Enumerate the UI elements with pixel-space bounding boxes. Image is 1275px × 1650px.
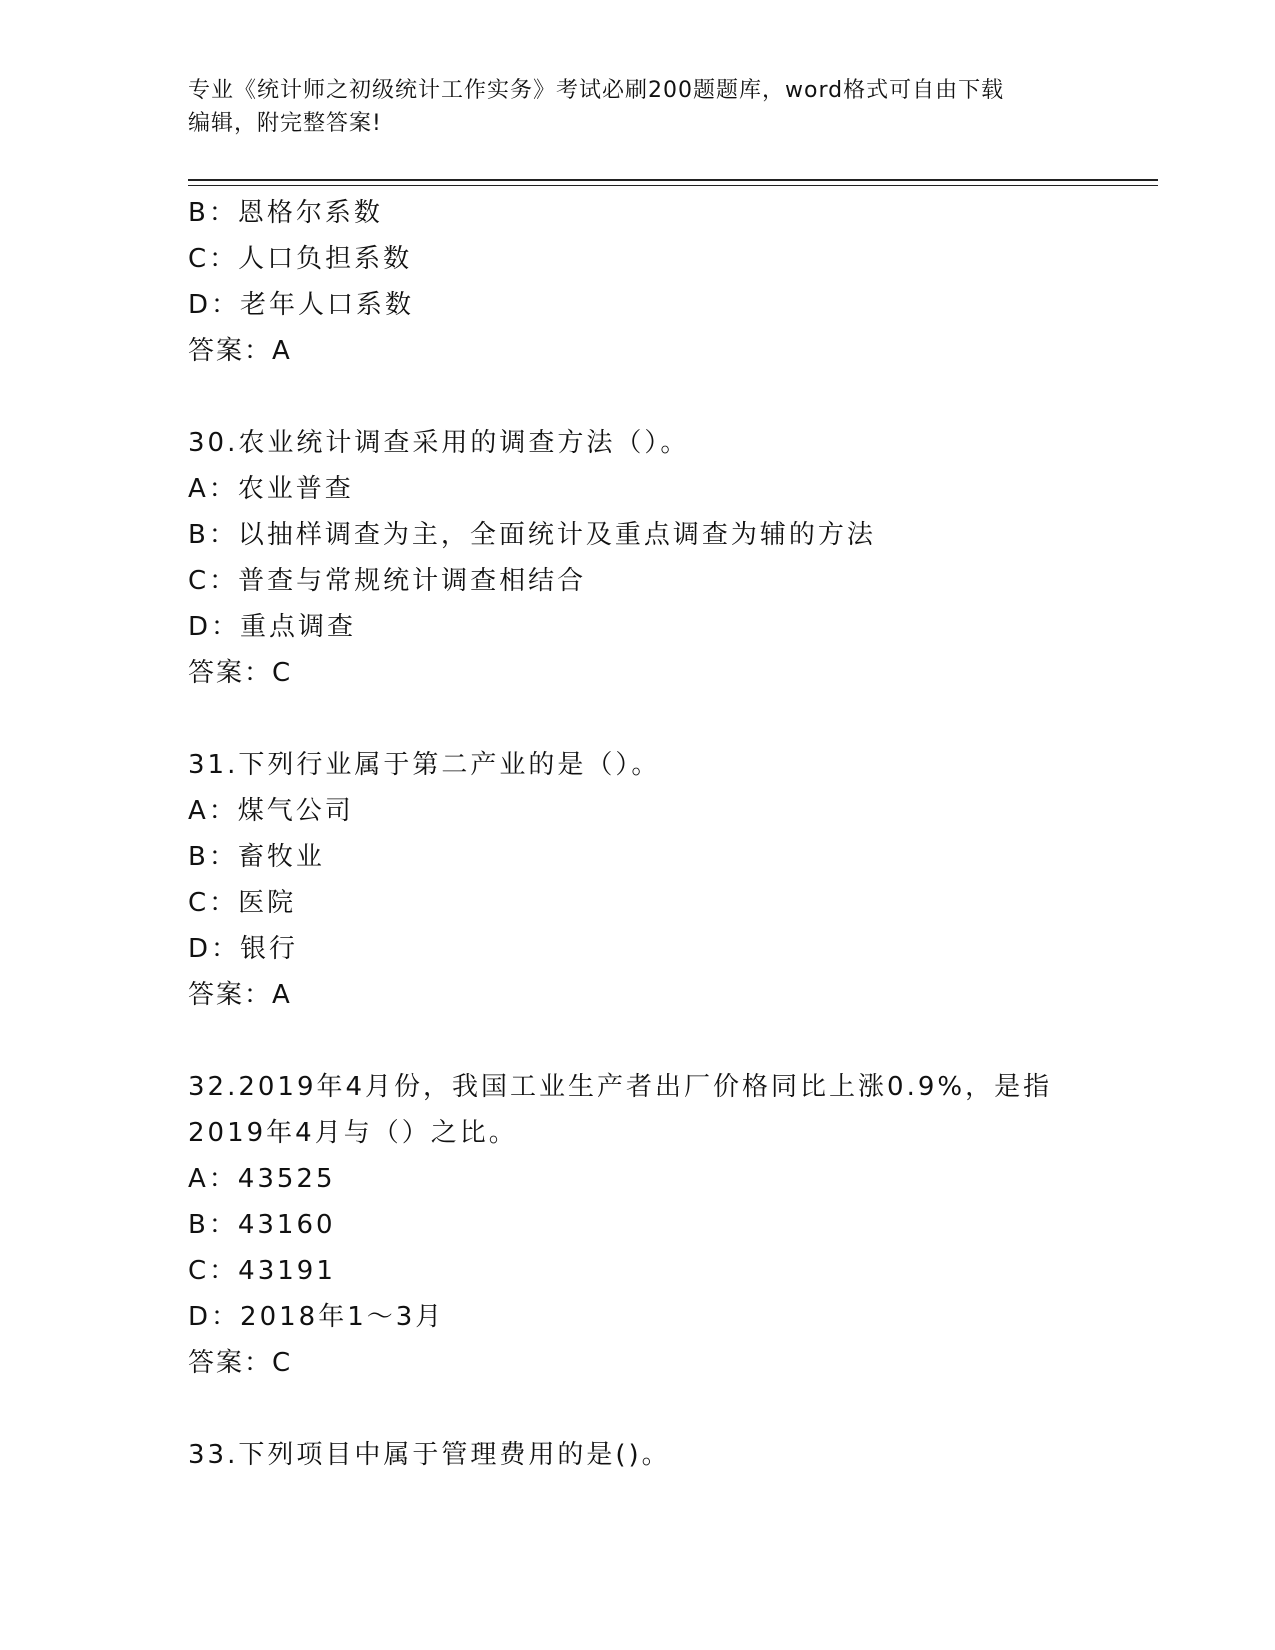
- question-33: [188, 1432, 1148, 1478]
- question-list: [188, 190, 1148, 1478]
- question-stem: 33.下列项目中属于管理费用的是()。: [188, 1440, 671, 1470]
- header-title-line-1: 专业《统计师之初级统计工作实务》考试必刷200题题库，word格式可自由下载: [188, 78, 1005, 103]
- option-b: B：以抽样调查为主，全面统计及重点调查为辅的方法: [188, 520, 876, 550]
- option-a: A：农业普查: [188, 474, 354, 504]
- answer-text: 答案：A: [188, 336, 292, 366]
- answer-text: 答案：C: [188, 1348, 293, 1378]
- question-stem: 31.下列行业属于第二产业的是（）。: [188, 750, 661, 780]
- option-b: B：畜牧业: [188, 842, 325, 872]
- option-d: D：老年人口系数: [188, 290, 415, 320]
- option-d: D：银行: [188, 934, 299, 964]
- option-d: D：2018年1～3月: [188, 1302, 445, 1332]
- question-30: [188, 420, 1148, 696]
- question-32: [188, 1064, 1148, 1386]
- answer-text: 答案：C: [188, 658, 293, 688]
- question-29: [188, 190, 1148, 374]
- question-31: [188, 742, 1148, 1018]
- option-c: C：人口负担系数: [188, 244, 413, 274]
- option-c: C：43191: [188, 1256, 336, 1286]
- spacer: [188, 1386, 1148, 1432]
- option-a: A：煤气公司: [188, 796, 354, 826]
- option-a: A：43525: [188, 1164, 336, 1194]
- question-stem-line-1: 32.2019年4月份，我国工业生产者出厂价格同比上涨0.9%，是指: [188, 1072, 1053, 1102]
- header-title-line-2: 编辑，附完整答案!: [188, 111, 382, 136]
- header-divider-thick: [188, 179, 1158, 181]
- header-divider-thin: [188, 185, 1158, 186]
- spacer: [188, 374, 1148, 420]
- question-stem: 30.农业统计调查采用的调查方法（）。: [188, 428, 690, 458]
- question-stem-line-2: 2019年4月与（）之比。: [188, 1118, 518, 1148]
- option-b: B：恩格尔系数: [188, 198, 383, 228]
- answer-text: 答案：A: [188, 980, 292, 1010]
- spacer: [188, 696, 1148, 742]
- document-header: [188, 74, 1088, 140]
- option-c: C：普查与常规统计调查相结合: [188, 566, 587, 596]
- spacer: [188, 1018, 1148, 1064]
- option-b: B：43160: [188, 1210, 336, 1240]
- option-d: D：重点调查: [188, 612, 357, 642]
- option-c: C：医院: [188, 888, 297, 918]
